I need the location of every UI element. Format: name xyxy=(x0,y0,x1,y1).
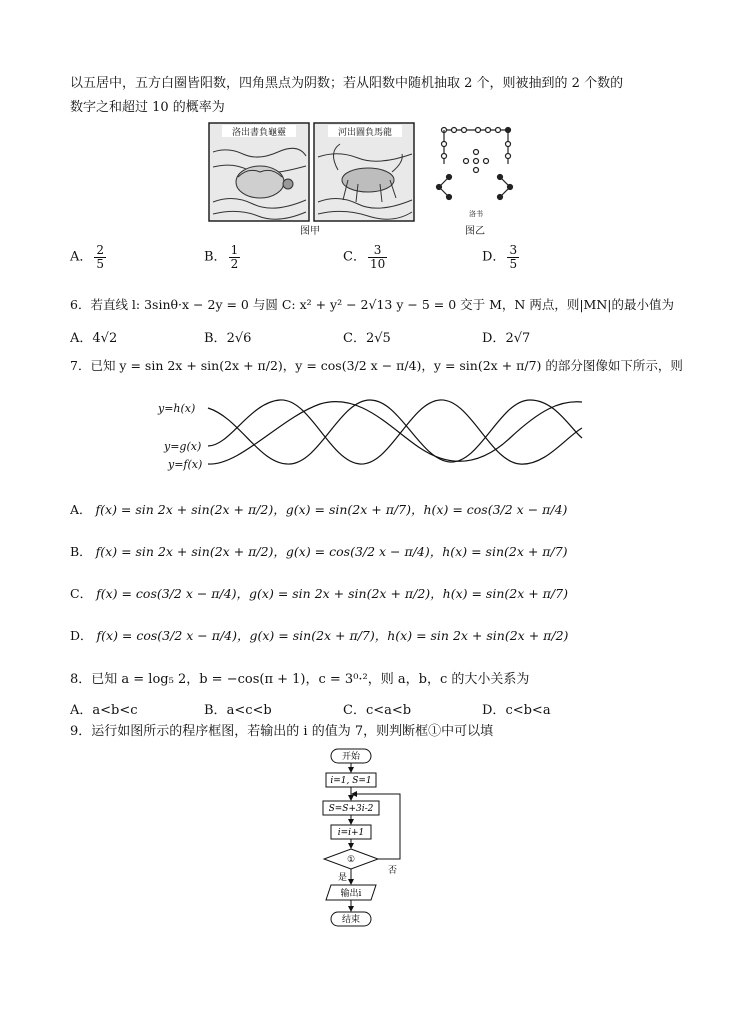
q8-option-b-value: a<c<b xyxy=(226,703,272,718)
q8-option-d-value: c<b<a xyxy=(505,703,551,718)
q6-option-d-label: D． xyxy=(482,331,506,346)
flow-output: 输出i xyxy=(340,889,362,899)
q5-option-d-den: 5 xyxy=(509,256,518,271)
q5-option-d-label: D． xyxy=(482,249,506,265)
q8-option-c-label: C． xyxy=(343,703,366,718)
flow-yes: 是 xyxy=(338,873,348,883)
q7-option-a-value: f(x) = sin 2x + sin(2x + π/2)，g(x) = sin(2x + π/7)，h(x) = cos(3/2 x − π/4) xyxy=(95,502,568,517)
q8-option-c-value: c<a<b xyxy=(365,703,412,718)
flow-decision: ① xyxy=(346,855,356,865)
q7-label-g: y=g(x) xyxy=(164,440,202,453)
q7-label-h: y=h(x) xyxy=(158,402,196,415)
q5-option-c xyxy=(343,244,389,270)
q7-option-c xyxy=(70,584,568,602)
q5-text-line2: 数字之和超过 10 的概率为 xyxy=(70,100,225,115)
q7-option-b-value: f(x) = sin 2x + sin(2x + π/2)，g(x) = cos(3/2 x − π/4)，h(x) = sin(2x + π/7) xyxy=(95,544,568,559)
q5-option-b-num: 1 xyxy=(230,243,239,257)
flow-no: 否 xyxy=(388,866,398,876)
q7-label-f: y=f(x) xyxy=(168,458,203,471)
q5-option-b-label: B． xyxy=(204,249,227,265)
q5-option-a-label: A． xyxy=(70,249,93,265)
q6-option-a-label: A． xyxy=(70,331,93,346)
flow-init: i=1, S=1 xyxy=(330,776,372,786)
q5-text-line1: 以五居中，五方白圈皆阳数，四角黑点为阴数；若从阳数中随机抽取 2 个，则被抽到的 2 个数的 xyxy=(70,76,624,91)
q5-figure-jia xyxy=(208,122,520,232)
flow-update-s: S=S+3i-2 xyxy=(328,804,374,814)
flow-end: 结束 xyxy=(341,915,361,925)
flow-start: 开始 xyxy=(341,752,361,762)
q5-caption-jia: 图甲 xyxy=(300,226,320,237)
q5-option-b xyxy=(204,244,242,270)
q7-curve-f xyxy=(208,402,582,464)
q6-option-c-label: C． xyxy=(343,331,366,346)
q8-option-a-value: a<b<c xyxy=(92,703,138,718)
q5-img-left-title: 洛出書負龜靈 xyxy=(231,128,287,138)
q7-option-d xyxy=(70,626,568,644)
q6-option-d-value: 2√7 xyxy=(505,331,531,346)
q7-text: 7．已知 y = sin 2x + sin(2x + π/2)，y = cos(3/2 x − π/4)，y = sin(2x + π/7) 的部分图像如下所示，则 xyxy=(70,358,683,373)
q6-option-b xyxy=(204,327,251,346)
q5-option-d-num: 3 xyxy=(509,243,518,257)
q5-option-a xyxy=(70,244,108,270)
q7-graph xyxy=(150,388,590,478)
q5-img-right-title: 河出圖負馬龍 xyxy=(337,128,393,138)
flow-update-i: i=i+1 xyxy=(337,828,365,838)
q5-option-d xyxy=(482,244,521,270)
q7-option-c-value: f(x) = cos(3/2 x − π/4)，g(x) = sin 2x + sin(2x + π/2)，h(x) = sin(2x + π/7) xyxy=(96,586,568,601)
q7-curve-h xyxy=(208,400,582,464)
q7-option-d-label: D． xyxy=(70,628,93,643)
q5-option-a-num: 2 xyxy=(96,243,105,257)
q8-text: 8．已知 a = log₅ 2，b = −cos(π + 1)，c = 3⁰·²，则 a，b，c 的大小关系为 xyxy=(70,672,530,687)
q8-option-b xyxy=(204,699,272,718)
q6-option-a-value: 4√2 xyxy=(92,331,118,346)
q6-option-c-value: 2√5 xyxy=(365,331,391,346)
q6-option-a xyxy=(70,327,117,346)
q5-option-c-den: 10 xyxy=(369,256,386,271)
q5-img-right-small: 洛书 xyxy=(469,210,483,218)
q8-option-c xyxy=(343,699,411,718)
q7-option-b xyxy=(70,542,568,560)
q7-option-d-value: f(x) = cos(3/2 x − π/4)，g(x) = sin(2x + π/7)，h(x) = sin 2x + sin(2x + π/2) xyxy=(96,628,569,643)
q9-text: 9．运行如图所示的程序框图，若输出的 i 的值为 7，则判断框①中可以填 xyxy=(70,724,494,739)
q6-option-b-label: B． xyxy=(204,331,227,346)
q7-option-a xyxy=(70,500,567,518)
q5-option-b-den: 2 xyxy=(230,256,239,271)
q6-text: 6．若直线 l: 3sinθ·x − 2y = 0 与圆 C: x² + y² − 2√13 y − 5 = 0 交于 M，N 两点，则|MN|的最小值为 xyxy=(70,297,674,312)
q7-option-a-label: A． xyxy=(70,502,92,517)
q5-option-c-label: C． xyxy=(343,249,366,265)
q8-option-a-label: A． xyxy=(70,703,93,718)
q6-option-b-value: 2√6 xyxy=(226,331,252,346)
q6-option-c xyxy=(343,327,391,346)
q7-option-c-label: C． xyxy=(70,586,93,601)
q5-option-c-num: 3 xyxy=(368,244,387,258)
q9-flowchart xyxy=(300,745,440,935)
q7-option-b-label: B． xyxy=(70,544,92,559)
q6-option-d xyxy=(482,327,530,346)
q5-caption-yi: 图乙 xyxy=(465,226,485,237)
q8-option-d-label: D． xyxy=(482,703,506,718)
q5-option-a-den: 5 xyxy=(96,256,105,271)
q8-option-a xyxy=(70,699,138,718)
q8-option-d xyxy=(482,699,551,718)
q8-option-b-label: B． xyxy=(204,703,227,718)
